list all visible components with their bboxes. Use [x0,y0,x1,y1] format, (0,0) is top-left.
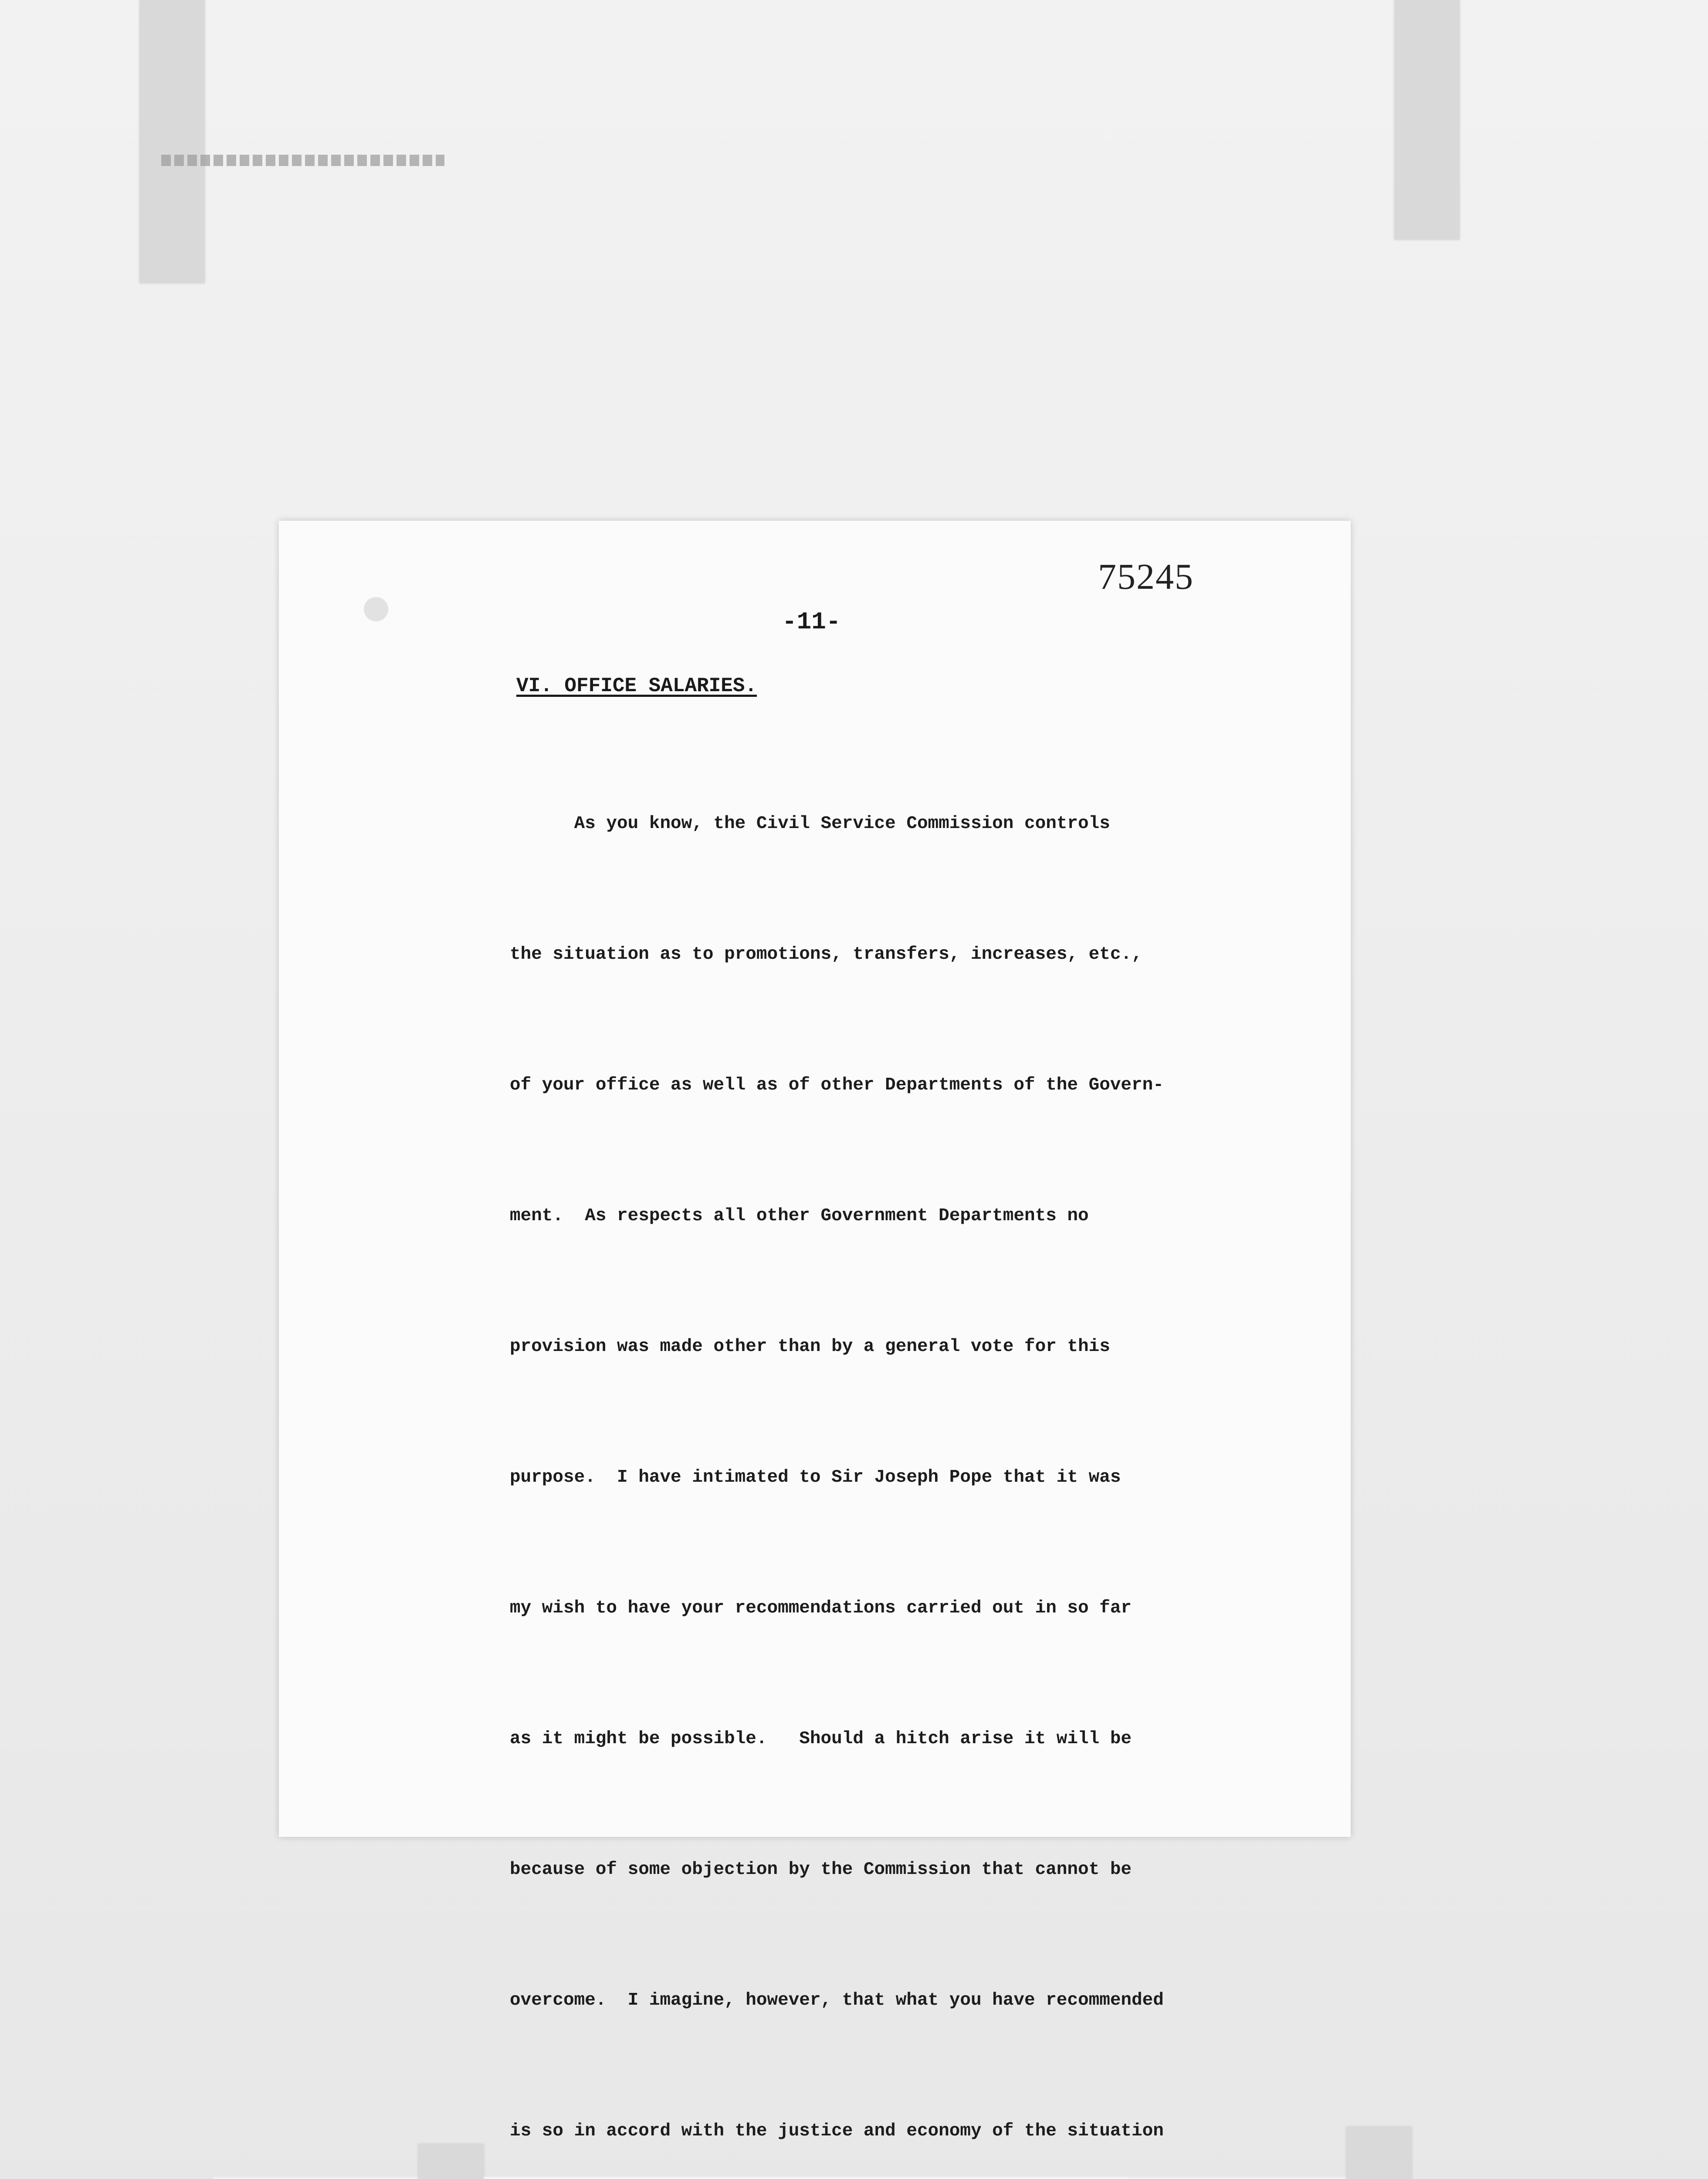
body-line: because of some objection by the Commission that cannot be [510,1860,1132,1880]
body-line: ment. As respects all other Government Departments no [510,1206,1089,1226]
page-number: -11- [782,608,841,636]
mounting-tape [1394,0,1460,240]
body-line: my wish to have your recommendations carried out in so far [510,1598,1132,1618]
body-line: as it might be possible. Should a hitch arise it will be [510,1729,1132,1749]
document-number: 75245 [1098,557,1194,597]
letter-body [510,715,1190,2179]
section-heading: VI. OFFICE SALARIES. [516,675,757,697]
body-line: As you know, the Civil Service Commission controls [510,814,1110,834]
body-line: the situation as to promotions, transfers, increases, etc., [510,944,1142,964]
mounting-tape [139,0,205,283]
body-line: purpose. I have intimated to Sir Joseph Pope that it was [510,1467,1121,1487]
body-line: overcome. I imagine, however, that what you have recommended [510,1990,1164,2010]
reference-strip [484,2177,1128,2179]
body-line: of your office as well as of other Departments of the Govern- [510,1075,1164,1095]
mounting-tape [1346,2127,1412,2179]
body-line: provision was made other than by a general vote for this [510,1337,1110,1357]
bleed-through-text [161,155,444,166]
body-line: is so in accord with the justice and economy of the situation [510,2121,1164,2141]
punch-hole [364,597,388,621]
mounting-tape [418,2144,484,2179]
